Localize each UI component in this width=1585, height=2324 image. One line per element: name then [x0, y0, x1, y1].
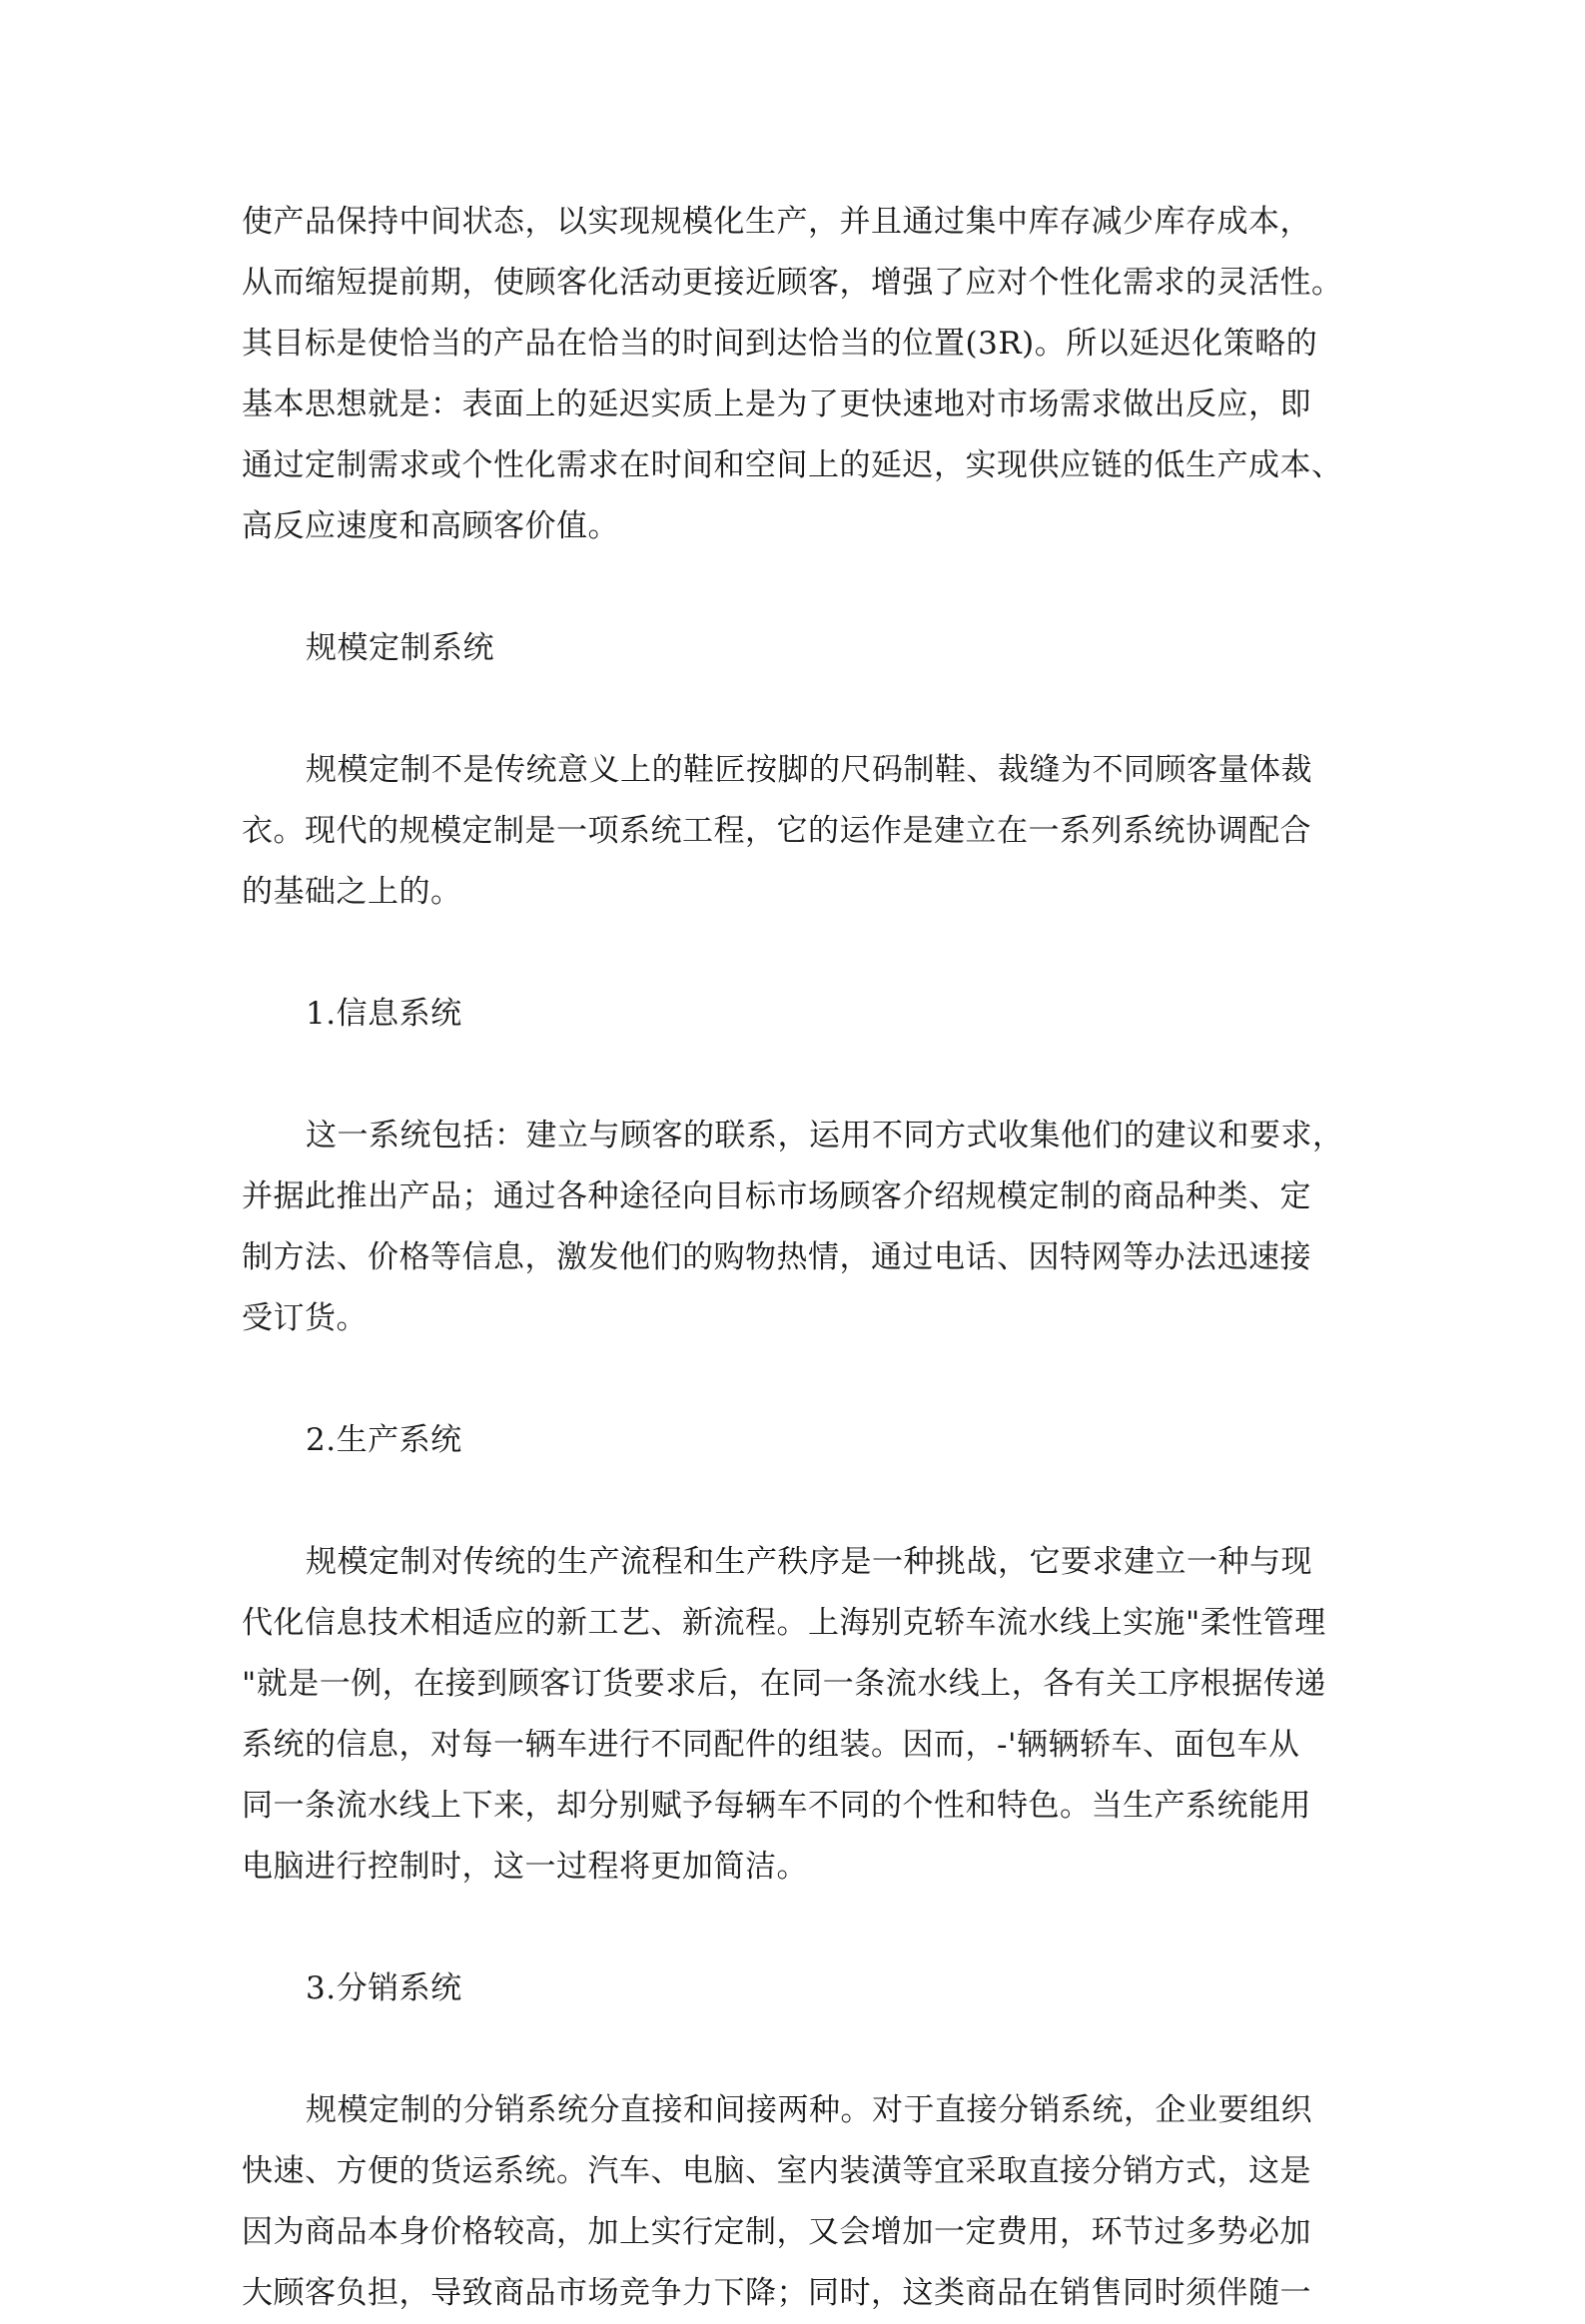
text-line: 因为商品本身价格较高，加上实行定制，又会增加一定费用，环节过多势必加 [242, 2214, 1311, 2250]
text-line: 规模定制对传统的生产流程和生产秩序是一种挑战，它要求建立一种与现 [306, 1544, 1312, 1580]
section-heading-production-system: 2.生产系统 [306, 1422, 462, 1458]
section-heading-distribution-system: 3.分销系统 [306, 1970, 462, 2006]
text-line: 受订货。 [242, 1300, 368, 1336]
text-line: 制方法、价格等信息，激发他们的购物热情，通过电话、因特网等办法迅速接 [242, 1239, 1311, 1275]
paragraph-spacer [242, 557, 1360, 618]
text-line: 大顾客负担，导致商品市场竞争力下降；同时，这类商品在销售同时须伴随一 [242, 2275, 1311, 2311]
section-heading-information-system: 1.信息系统 [306, 996, 462, 1032]
paragraph-spacer [242, 679, 1360, 740]
text-line: 衣。现代的规模定制是一项系统工程，它的运作是建立在一系列系统协调配合 [242, 813, 1311, 849]
text-line: 快速、方便的货运系统。汽车、电脑、室内装潢等宜采取直接分销方式，这是 [242, 2153, 1311, 2189]
text-line: 电脑进行控制时，这一过程将更加简洁。 [242, 1849, 808, 1885]
text-line: 基本思想就是：表面上的延迟实质上是为了更快速地对市场需求做出反应，即 [242, 387, 1311, 422]
paragraph-spacer [242, 1349, 1360, 1410]
document-page [242, 192, 1360, 2324]
text-line: 系统的信息，对每一辆车进行不同配件的组装。因而，-'辆辆轿车、面包车从 [242, 1727, 1300, 1763]
text-line: 高反应速度和高顾客价值。 [242, 508, 619, 544]
text-line: 代化信息技术相适应的新工艺、新流程。上海别克轿车流水线上实施"柔性管理 [242, 1605, 1326, 1641]
paragraph-delay-strategy [242, 192, 1360, 557]
paragraph-spacer [242, 2019, 1360, 2080]
text-line: 使产品保持中间状态，以实现规模化生产，并且通过集中库存减少库存成本， [242, 204, 1311, 240]
text-line: 其目标是使恰当的产品在恰当的时间到达恰当的位置(3R)。所以延迟化策略的 [242, 326, 1318, 362]
text-line: 通过定制需求或个性化需求在时间和空间上的延迟，实现供应链的低生产成本、 [242, 447, 1343, 483]
paragraph-distribution-system [242, 2080, 1360, 2324]
text-line: 并据此推出产品；通过各种途径向目标市场顾客介绍规模定制的商品种类、定 [242, 1178, 1311, 1214]
text-line: "就是一例，在接到顾客订货要求后，在同一条流水线上，各有关工序根据传递 [242, 1666, 1326, 1702]
text-line: 规模定制不是传统意义上的鞋匠按脚的尺码制鞋、裁缝为不同顾客量体裁 [306, 752, 1312, 788]
paragraph-spacer [242, 923, 1360, 984]
paragraph-spacer [242, 1471, 1360, 1532]
text-line: 同一条流水线上下来，却分别赋予每辆车不同的个性和特色。当生产系统能用 [242, 1788, 1311, 1824]
text-line: 的基础之上的。 [242, 874, 462, 910]
paragraph-production-system [242, 1532, 1360, 1898]
paragraph-information-system [242, 1106, 1360, 1349]
text-line: 从而缩短提前期，使顾客化活动更接近顾客，增强了应对个性化需求的灵活性。 [242, 265, 1343, 301]
text-line: 这一系统包括：建立与顾客的联系，运用不同方式收集他们的建议和要求， [306, 1118, 1344, 1154]
section-heading-mass-customization-system: 规模定制系统 [306, 630, 494, 666]
text-line: 规模定制的分销系统分直接和间接两种。对于直接分销系统，企业要组织 [306, 2092, 1312, 2128]
paragraph-mass-customization-intro [242, 740, 1360, 923]
paragraph-spacer [242, 1045, 1360, 1106]
paragraph-spacer [242, 1898, 1360, 1958]
